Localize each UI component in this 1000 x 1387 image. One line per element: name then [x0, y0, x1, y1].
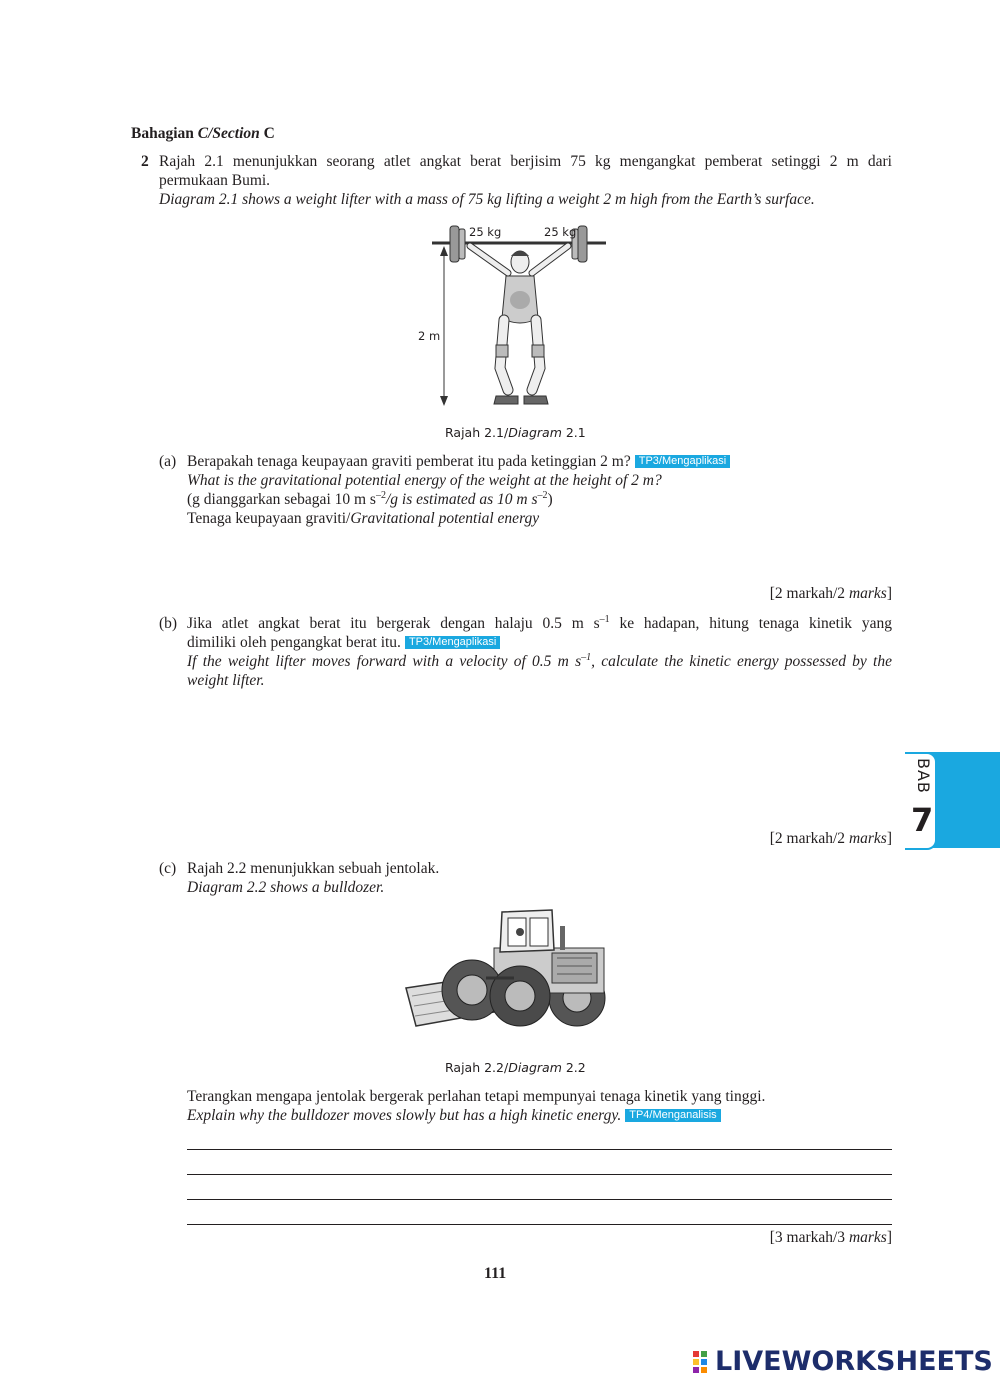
part-a-en: What is the gravitational potential energy of the weight at the height of 2 m?	[187, 472, 662, 489]
part-c-question-en-text: Explain why the bulldozer moves slowly but has a high kinetic energy.	[187, 1107, 622, 1124]
answer-label-en: Gravitational potential energy	[350, 510, 540, 527]
part-a-answer-label	[187, 509, 539, 528]
part-c-en: Diagram 2.2 shows a bulldozer.	[187, 879, 385, 896]
q2-en: Diagram 2.1 shows a weight lifter with a mass of 75 kg lifting a weight 2 m high from the Earth’s surface.	[159, 191, 815, 208]
marks-ms: [2 markah/2	[769, 585, 849, 602]
q2-ms-line1: Rajah 2.1 menunjukkan seorang atlet angkat berat berjisim 75 kg mengangkat pemberat setinggi 2 m dari	[159, 153, 892, 170]
q2-ms-line2: permukaan Bumi.	[159, 172, 271, 189]
left-weight-label: 25 kg	[469, 225, 502, 239]
part-a-label: (a)	[159, 453, 177, 470]
bulldozer-illustration	[402, 908, 622, 1033]
part-b-ms-b: ke hadapan, hitung tenaga kinetik yang	[609, 615, 892, 632]
chapter-word-text: BAB	[914, 758, 933, 794]
part-b-en-a: If the weight lifter moves forward with a velocity of 0.5 m s	[187, 653, 582, 670]
question-number: 2	[141, 153, 149, 170]
section-title-ms: Bahagian	[131, 125, 198, 142]
marks-end: ]	[886, 830, 892, 847]
part-b-en-line1	[187, 652, 892, 671]
part-b-ms-line1	[187, 614, 892, 633]
part-b-ms-line2	[187, 633, 500, 652]
marks-end: ]	[886, 1229, 892, 1246]
part-c-marks	[770, 1229, 892, 1247]
diagram2-caption	[445, 1060, 586, 1075]
marks-en: marks	[848, 830, 887, 847]
logo-grid-icon	[693, 1351, 715, 1377]
marks-ms: [3 markah/3	[769, 1229, 849, 1246]
weightlifter-illustration	[400, 218, 620, 413]
part-b-ms-a: Jika atlet angkat berat itu bergerak dengan halaju 0.5 m s	[187, 615, 600, 632]
answer-line[interactable]	[187, 1224, 892, 1225]
caption-num: 2.2	[561, 1060, 586, 1075]
chapter-tab-word	[908, 758, 934, 802]
caption-en: Diagram	[508, 425, 562, 440]
logo-text: LIVEWORKSHEETS	[715, 1346, 993, 1377]
g-note-end: )	[547, 491, 553, 508]
answer-line[interactable]	[187, 1199, 892, 1200]
part-a-g-note	[187, 490, 553, 509]
part-c-ms: Rajah 2.2 menunjukkan sebuah jentolak.	[187, 860, 440, 877]
diagram1-caption	[445, 425, 586, 440]
liveworksheets-logo[interactable]	[693, 1346, 993, 1380]
part-c-label: (c)	[159, 860, 177, 877]
chapter-tab	[905, 752, 1000, 848]
part-a-ms	[187, 452, 730, 471]
part-b-answer-area[interactable]	[187, 695, 892, 825]
caption-num: 2.1	[561, 425, 586, 440]
g-note-ms: (g dianggarkan sebagai 10 m s	[187, 491, 376, 508]
part-b-en-line2: weight lifter.	[187, 672, 265, 689]
weightlifter-diagram	[400, 218, 620, 413]
g-note-en: /g is estimated as 10 m s	[385, 491, 538, 508]
g-sup-1: –2	[375, 489, 386, 501]
g-sup-2: –2	[537, 489, 548, 501]
caption-ms: Rajah 2.2/	[445, 1060, 509, 1075]
section-title-en: C/Section	[197, 125, 260, 142]
section-heading	[131, 124, 275, 143]
answer-label-ms: Tenaga keupayaan graviti/	[187, 510, 351, 527]
part-c-question-ms: Terangkan mengapa jentolak bergerak perlahan tetapi mempunyai tenaga kinetik yang tinggi.	[187, 1088, 766, 1105]
right-weight-label: 25 kg	[544, 225, 577, 239]
part-b-ms-sup: –1	[599, 613, 610, 625]
part-b-en-b: , calculate the kinetic energy possessed by the	[591, 653, 892, 670]
marks-end: ]	[886, 585, 892, 602]
answer-line[interactable]	[187, 1174, 892, 1175]
section-title-letter: C	[259, 125, 275, 142]
part-b-label: (b)	[159, 615, 178, 632]
part-a-tag: TP3/Mengaplikasi	[635, 455, 730, 468]
part-b-en-sup: –1	[581, 651, 592, 663]
part-a-answer-area[interactable]	[187, 532, 892, 582]
page-number: 111	[484, 1265, 507, 1282]
part-b-tag: TP3/Mengaplikasi	[405, 636, 500, 649]
height-label: 2 m	[418, 329, 441, 343]
part-a-ms-text: Berapakah tenaga keupayaan graviti pemberat itu pada ketinggian 2 m?	[187, 453, 631, 470]
bulldozer-diagram	[402, 908, 622, 1033]
part-b-marks	[770, 830, 892, 848]
part-c-tag: TP4/Menganalisis	[625, 1109, 720, 1122]
answer-line[interactable]	[187, 1149, 892, 1150]
caption-ms: Rajah 2.1/	[445, 425, 509, 440]
marks-ms: [2 markah/2	[769, 830, 849, 847]
chapter-number: 7	[911, 801, 934, 839]
part-c-question-en	[187, 1106, 721, 1125]
part-a-marks	[770, 585, 892, 603]
part-b-ms-line2-text: dimiliki oleh pengangkat berat itu.	[187, 634, 401, 651]
caption-en: Diagram	[508, 1060, 562, 1075]
marks-en: marks	[848, 1229, 887, 1246]
marks-en: marks	[848, 585, 887, 602]
